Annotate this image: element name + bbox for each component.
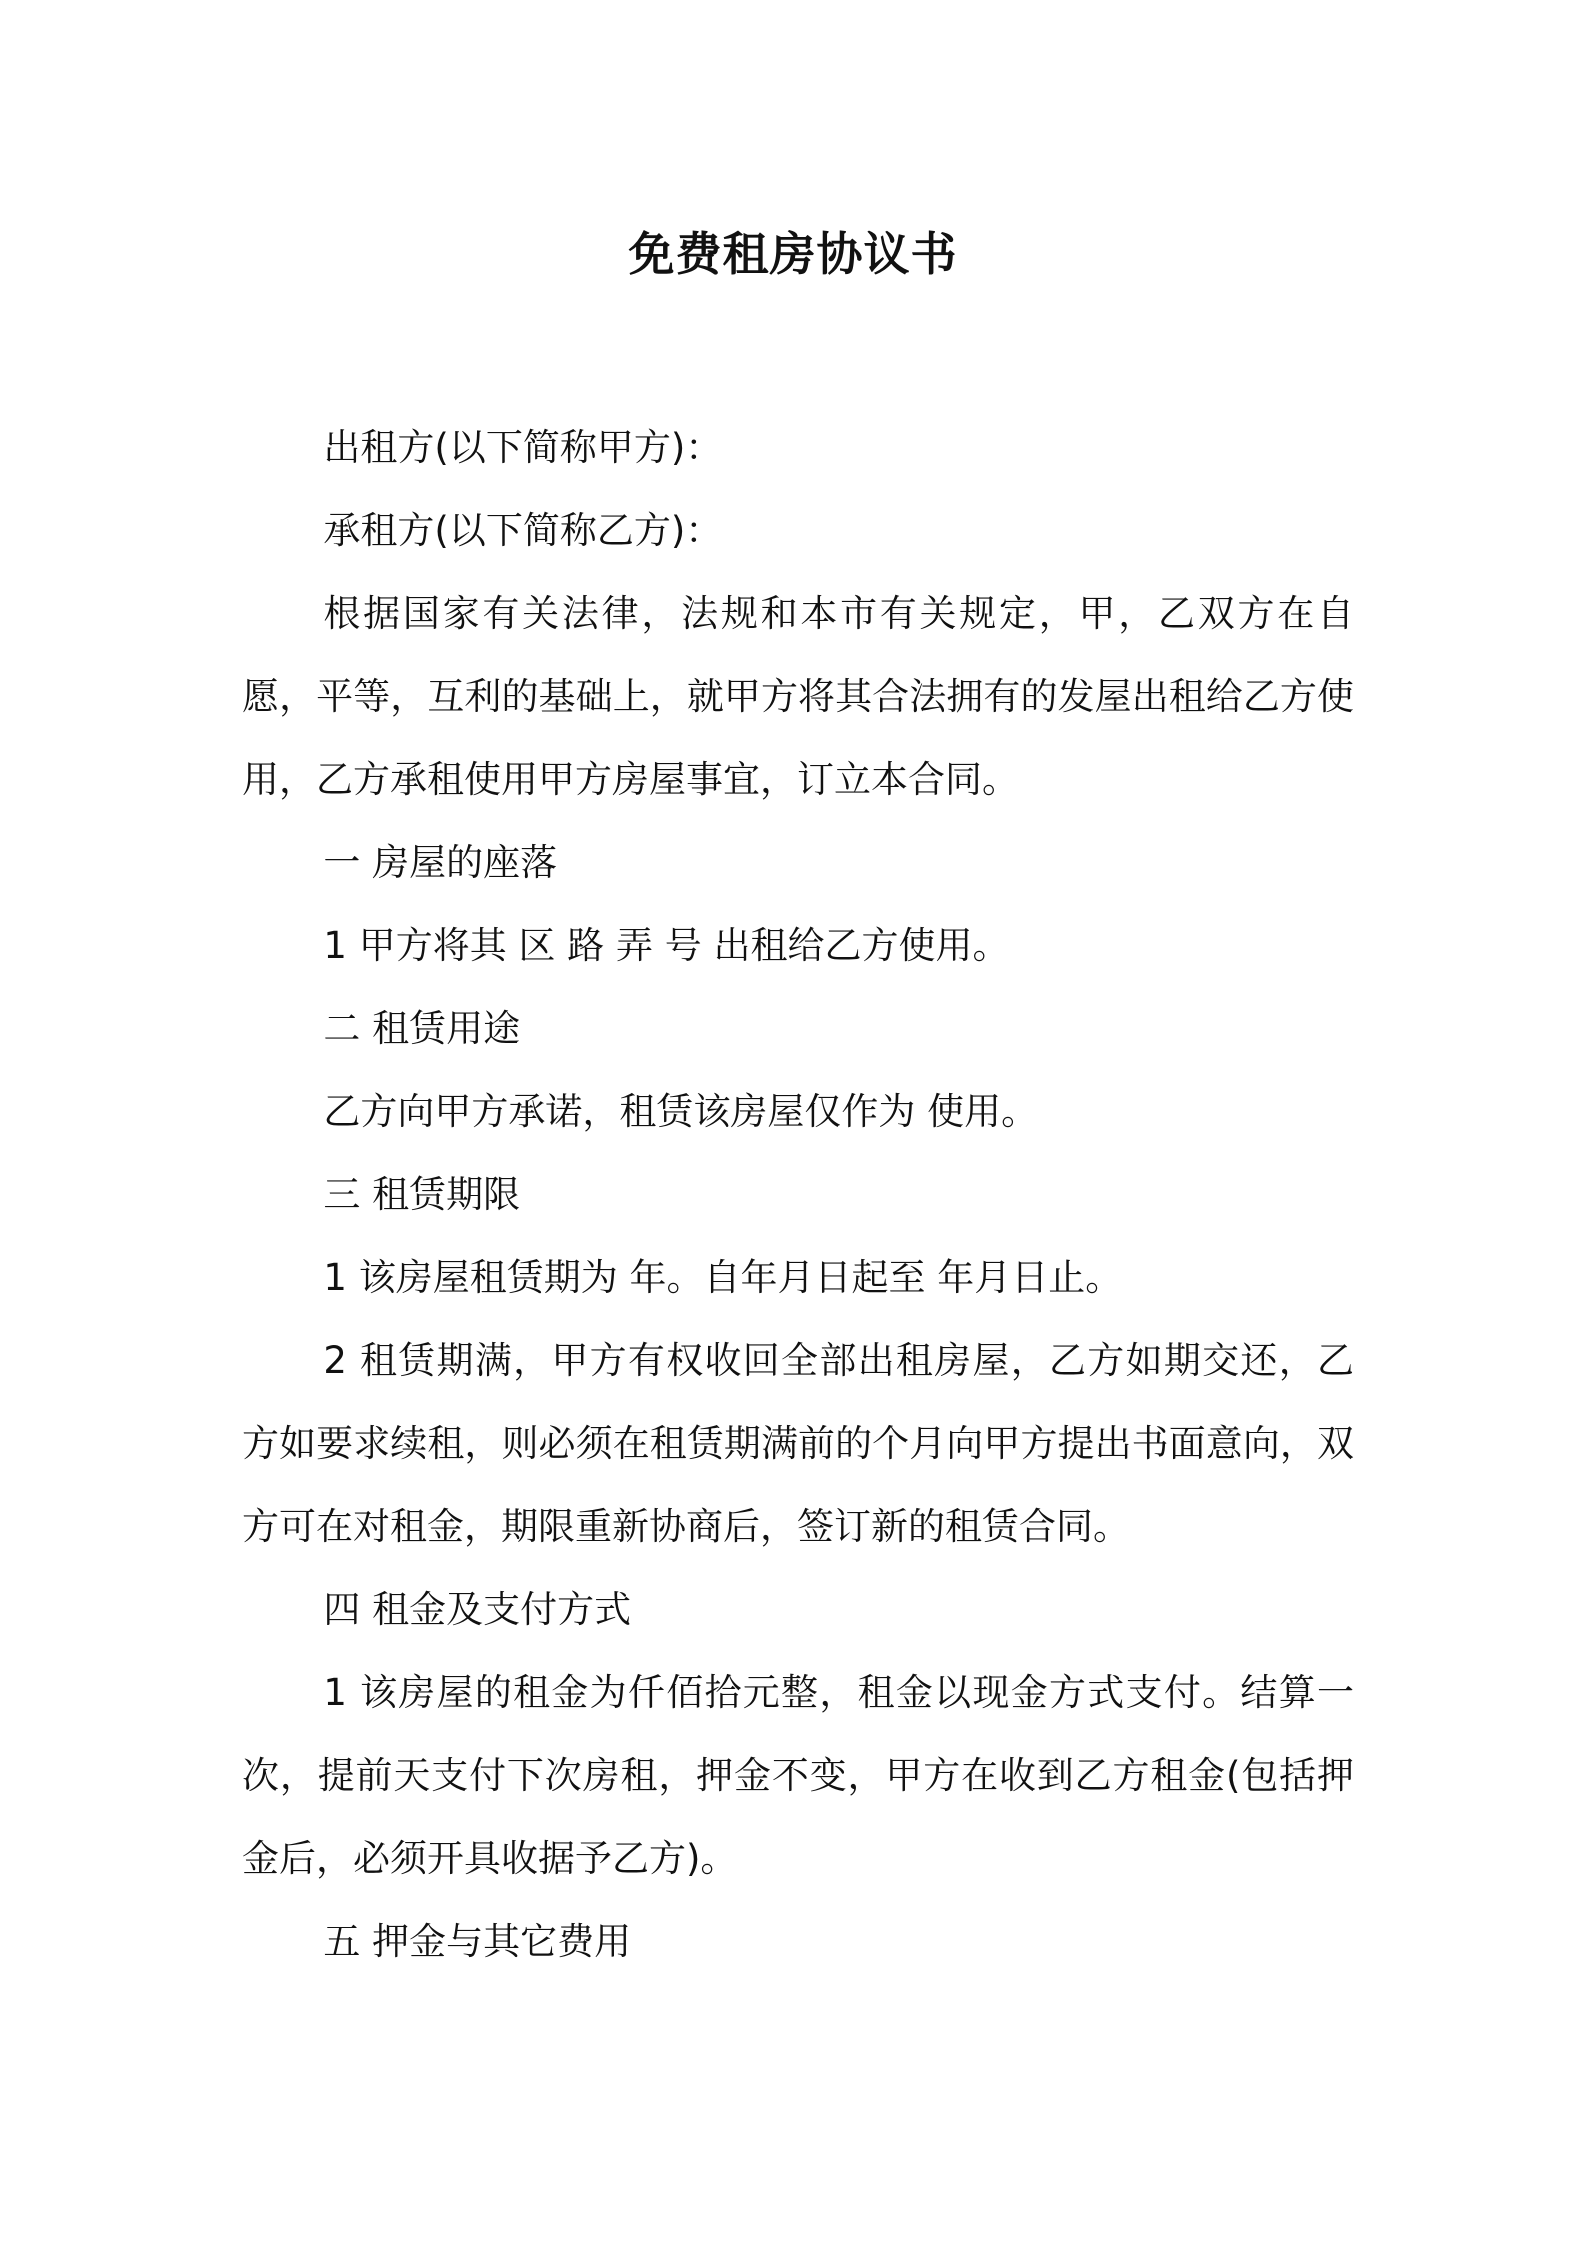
paragraph-term-1: 1 该房屋租赁期为 年。自年月日起至 年月日止。 [323, 1256, 1123, 1299]
paragraph-purpose: 乙方向甲方承诺，租赁该房屋仅作为 使用。 [323, 1090, 1039, 1133]
document-body [242, 406, 1354, 1983]
section-heading-location: 一 房屋的座落 [323, 841, 558, 884]
section-heading-purpose: 二 租赁用途 [323, 1007, 521, 1050]
section-heading-rent: 四 租金及支付方式 [323, 1588, 632, 1631]
paragraph-term-2: 2 租赁期满，甲方有权收回全部出租房屋，乙方如期交还，乙方如要求续租，则必须在租赁期满前的个月向甲方提出书面意向，双方可在对租金，期限重新协商后，签订新的租赁合同。 [242, 1339, 1354, 1548]
paragraph-rent-1: 1 该房屋的租金为仟佰拾元整，租金以现金方式支付。结算一次，提前天支付下次房租，押金不变，甲方在收到乙方租金(包括押金后，必须开具收据予乙方)。 [242, 1671, 1354, 1880]
section-heading-deposit: 五 押金与其它费用 [323, 1920, 632, 1963]
paragraph-lessee: 承租方(以下简称乙方)： [323, 509, 723, 552]
section-heading-term: 三 租赁期限 [323, 1173, 521, 1216]
paragraph-location-1: 1 甲方将其 区 路 弄 号 出租给乙方使用。 [323, 924, 1010, 967]
paragraph-preamble: 根据国家有关法律，法规和本市有关规定，甲，乙双方在自愿，平等，互利的基础上，就甲方将其合法拥有的发屋出租给乙方使用，乙方承租使用甲方房屋事宜，订立本合同。 [242, 592, 1354, 801]
paragraph-lessor: 出租方(以下简称甲方)： [323, 426, 723, 469]
document-title: 免费租房协议书 [628, 227, 958, 281]
